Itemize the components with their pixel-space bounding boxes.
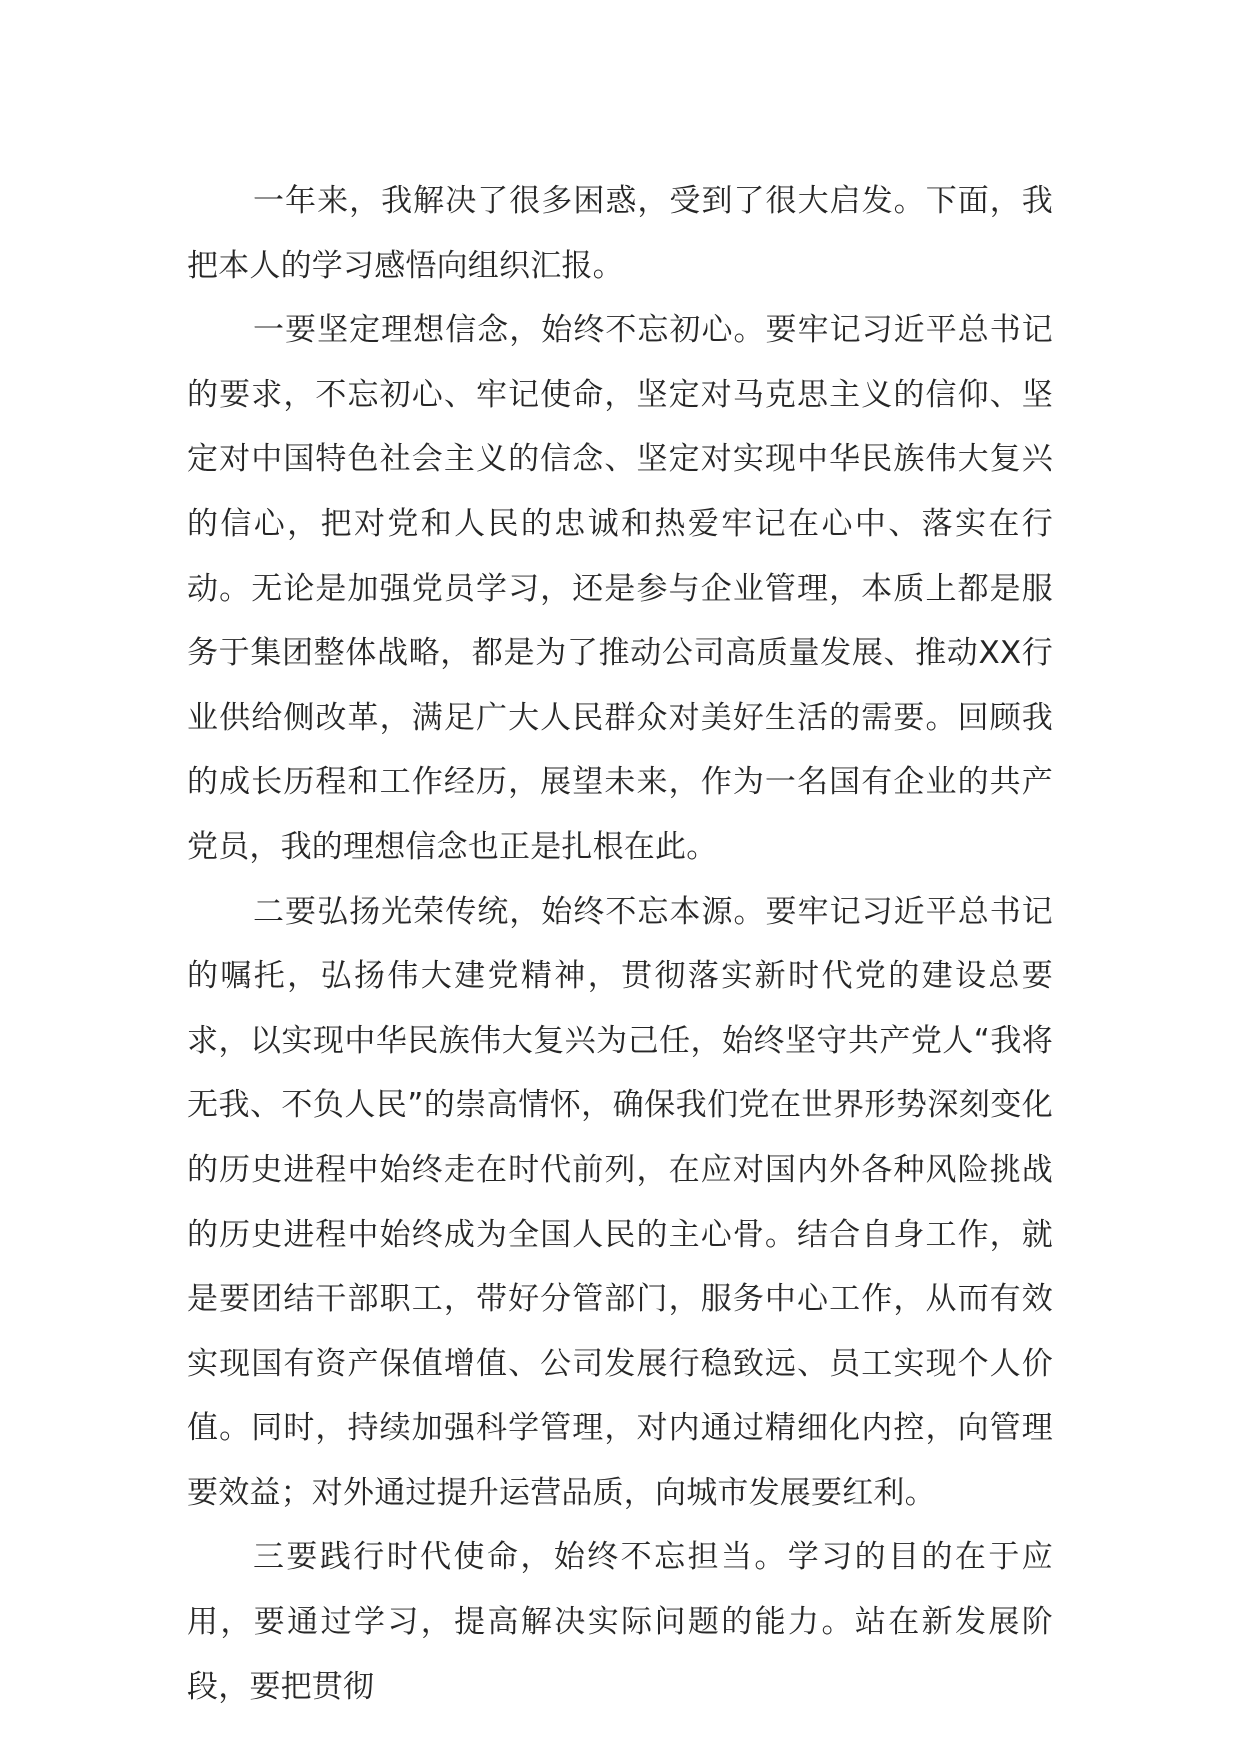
paragraph-intro: 一年来，我解决了很多困惑，受到了很大启发。下面，我把本人的学习感悟向组织汇报。 xyxy=(187,183,1053,284)
paragraph-point-three: 三要践行时代使命，始终不忘担当。学习的目的在于应用，要通过学习，提高解决实际问题的能力。站在新发展阶段，要把贯彻 xyxy=(187,1539,1053,1705)
paragraph-point-two: 二要弘扬光荣传统，始终不忘本源。要牢记习近平总书记的嘱托，弘扬伟大建党精神，贯彻落实新时代党的建设总要求，以实现中华民族伟大复兴为己任，始终坚守共产党人“我将无我、不负人民”的崇高情怀，确保我们党在世界形势深刻变化的历史进程中始终走在时代前列，在应对国内外各种风险挑战的历史进程中始终成为全国人民的主心骨。结合自身工作，就是要团结干部职工，带好分管部门，服务中心工作，从而有效实现国有资产保值增值、公司发展行稳致远、员工实现个人价值。同时，持续加强科学管理，对内通过精细化内控，向管理要效益；对外通过提升运营品质，向城市发展要红利。 xyxy=(187,893,1053,1511)
document-body xyxy=(187,169,1053,1719)
paragraph-point-one: 一要坚定理想信念，始终不忘初心。要牢记习近平总书记的要求，不忘初心、牢记使命，坚定对马克思主义的信仰、坚定对中国特色社会主义的信念、坚定对实现中华民族伟大复兴的信心，把对党和人民的忠诚和热爱牢记在心中、落实在行动。无论是加强党员学习，还是参与企业管理，本质上都是服务于集团整体战略，都是为了推动公司高质量发展、推动XX行业供给侧改革，满足广大人民群众对美好生活的需要。回顾我的成长历程和工作经历，展望未来，作为一名国有企业的共产党员，我的理想信念也正是扎根在此。 xyxy=(187,312,1053,865)
